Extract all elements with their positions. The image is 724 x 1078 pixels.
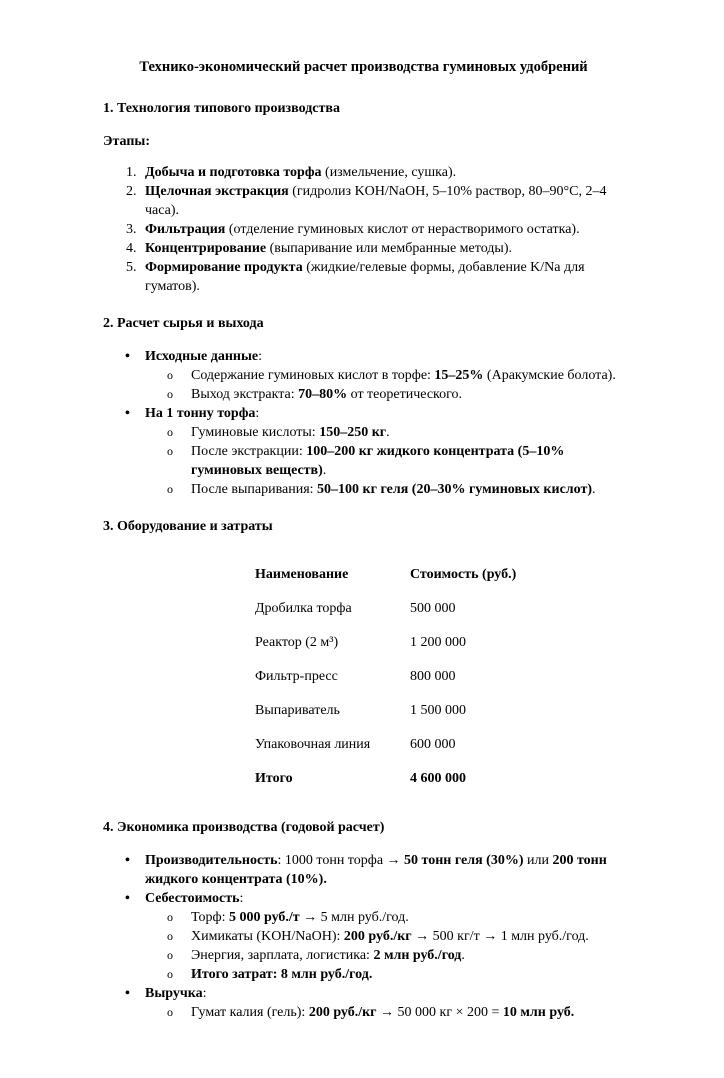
step-item-3 bbox=[103, 220, 624, 239]
sub-bullet-text: После экстракции: 100–200 кг жидкого концентрата (5–10% гуминовых веществ). bbox=[191, 444, 565, 478]
cell-equipment-name: Реактор (2 м³) bbox=[255, 635, 339, 650]
sub-bullet-item bbox=[145, 946, 624, 965]
sub-bullet-item bbox=[145, 480, 624, 499]
economics-list bbox=[103, 851, 624, 1022]
table-row bbox=[255, 668, 516, 702]
step-text: Формирование продукта (жидкие/гелевые формы, добавление K/Na для гуматов). bbox=[145, 260, 585, 294]
step-item-2 bbox=[103, 182, 624, 220]
section-raw-materials bbox=[103, 314, 624, 499]
sub-bullet-text: Химикаты (KOH/NaOH): 200 руб./кг → 500 кг/т → 1 млн руб./год. bbox=[191, 929, 589, 944]
table-header-cost: Стоимость (руб.) bbox=[410, 567, 517, 582]
section-4-heading: 4. Экономика производства (годовой расчет) bbox=[103, 820, 385, 835]
section-1-heading: 1. Технология типового производства bbox=[103, 101, 340, 116]
sub-bullet-text: Гуминовые кислоты: 150–250 кг. bbox=[191, 425, 390, 440]
cell-equipment-cost: 1 200 000 bbox=[410, 635, 466, 650]
per-ton-sublist bbox=[145, 423, 624, 499]
sub-bullet-text: Гумат калия (гель): 200 руб./кг → 50 000 кг × 200 = 10 млн руб. bbox=[191, 1005, 575, 1020]
cell-equipment-name: Дробилка торфа bbox=[255, 601, 352, 616]
bullet-text: Себестоимость: bbox=[145, 891, 244, 906]
cell-total-label: Итого bbox=[255, 771, 293, 786]
bullet-text: Производительность: 1000 тонн торфа → 50 тонн геля (30%) или 200 тонн жидкого концентрата (10%). bbox=[145, 853, 607, 887]
cell-equipment-cost: 800 000 bbox=[410, 669, 456, 684]
equipment-table bbox=[255, 566, 516, 788]
bullet-text: Исходные данные: bbox=[145, 349, 263, 364]
bullet-text: На 1 тонну торфа: bbox=[145, 406, 260, 421]
sub-bullet-text: Итого затрат: 8 млн руб./год. bbox=[191, 967, 373, 982]
document-title: Технико-экономический расчет производства гуминовых удобрений bbox=[139, 59, 588, 75]
bullet-revenue bbox=[103, 984, 624, 1022]
step-item-5 bbox=[103, 258, 624, 296]
sub-bullet-text: Выход экстракта: 70–80% от теоретического. bbox=[191, 387, 463, 402]
step-item-4 bbox=[103, 239, 624, 258]
sub-bullet-text: Энергия, зарплата, логистика: 2 млн руб./год. bbox=[191, 948, 465, 963]
stages-label: Этапы: bbox=[103, 134, 151, 149]
table-total-row bbox=[255, 770, 516, 788]
sub-bullet-item bbox=[145, 423, 624, 442]
cell-equipment-name: Упаковочная линия bbox=[255, 737, 371, 752]
bullet-productivity bbox=[103, 851, 624, 889]
sub-bullet-item bbox=[145, 442, 624, 480]
section-equipment bbox=[103, 517, 624, 788]
cell-equipment-name: Фильтр-пресс bbox=[255, 669, 338, 684]
sub-bullet-text: Содержание гуминовых кислот в торфе: 15–25% (Аракумские болота). bbox=[191, 368, 616, 383]
sub-bullet-text: После выпаривания: 50–100 кг геля (20–30% гуминовых кислот). bbox=[191, 482, 596, 497]
initial-data-sublist bbox=[145, 366, 624, 404]
sub-bullet-item bbox=[145, 385, 624, 404]
step-text: Фильтрация (отделение гуминовых кислот от нерастворимого остатка). bbox=[145, 222, 580, 237]
sub-bullet-text: Торф: 5 000 руб./т → 5 млн руб./год. bbox=[191, 910, 409, 925]
table-row bbox=[255, 634, 516, 668]
table-header-name: Наименование bbox=[255, 567, 349, 582]
bullet-per-ton bbox=[103, 404, 624, 499]
raw-materials-list bbox=[103, 347, 624, 499]
sub-bullet-item bbox=[145, 927, 624, 946]
table-row bbox=[255, 736, 516, 770]
sub-bullet-item bbox=[145, 366, 624, 385]
cell-equipment-name: Выпариватель bbox=[255, 703, 340, 718]
step-text: Концентрирование (выпаривание или мембранные методы). bbox=[145, 241, 512, 256]
sub-bullet-item bbox=[145, 908, 624, 927]
cost-price-sublist bbox=[145, 908, 624, 984]
bullet-initial-data bbox=[103, 347, 624, 404]
table-header-row bbox=[255, 566, 516, 600]
bullet-text: Выручка: bbox=[145, 986, 207, 1001]
section-economics bbox=[103, 818, 624, 1022]
sub-bullet-item bbox=[145, 965, 624, 984]
process-steps-list bbox=[103, 163, 624, 296]
step-text: Щелочная экстракция (гидролиз KOH/NaOH, 5–10% раствор, 80–90°C, 2–4 часа). bbox=[145, 184, 607, 218]
revenue-sublist bbox=[145, 1003, 624, 1022]
cell-total-cost: 4 600 000 bbox=[410, 771, 466, 786]
cell-equipment-cost: 600 000 bbox=[410, 737, 456, 752]
section-technology bbox=[103, 99, 624, 296]
cell-equipment-cost: 500 000 bbox=[410, 601, 456, 616]
bullet-cost-price bbox=[103, 889, 624, 984]
section-3-heading: 3. Оборудование и затраты bbox=[103, 519, 273, 534]
table-row bbox=[255, 600, 516, 634]
section-2-heading: 2. Расчет сырья и выхода bbox=[103, 316, 264, 331]
step-item-1 bbox=[103, 163, 624, 182]
sub-bullet-item bbox=[145, 1003, 624, 1022]
table-row bbox=[255, 702, 516, 736]
step-text: Добыча и подготовка торфа (измельчение, сушка). bbox=[145, 165, 457, 180]
cell-equipment-cost: 1 500 000 bbox=[410, 703, 466, 718]
